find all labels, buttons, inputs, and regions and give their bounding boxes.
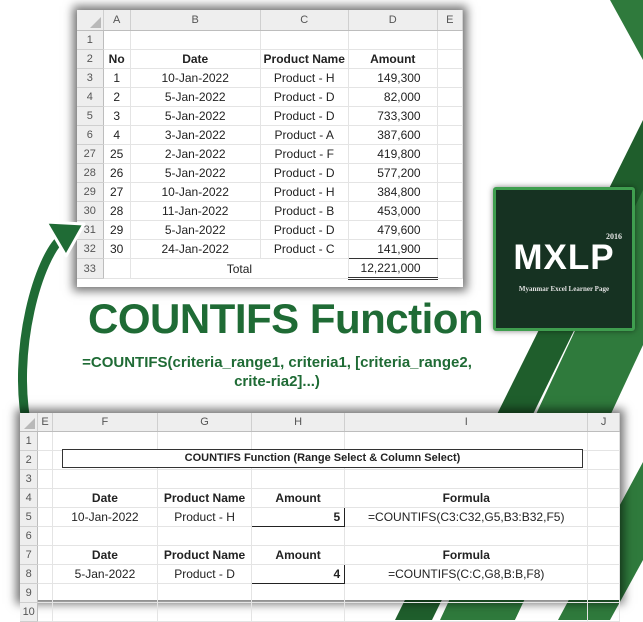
function-syntax: =COUNTIFS(criteria_range1, criteria1, [criteria_range2, crite-ria2]...)	[82, 354, 472, 390]
formula-text-cell[interactable]: =COUNTIFS(C3:C32,G5,B3:B32,F5)	[345, 508, 588, 527]
no-cell[interactable]: 4	[103, 126, 130, 145]
countifs-result-cell[interactable]: 4	[251, 565, 344, 584]
table-row	[20, 565, 620, 584]
cell[interactable]	[437, 259, 462, 279]
header-amount[interactable]: Amount	[348, 50, 437, 69]
formula-text-cell[interactable]: =COUNTIFS(C:C,G8,B:B,F8)	[345, 565, 588, 584]
cell[interactable]	[437, 221, 462, 240]
row-number[interactable]: 10	[20, 603, 38, 622]
page-title: COUNTIFS Function	[88, 295, 484, 342]
no-cell[interactable]: 29	[103, 221, 130, 240]
amount-cell[interactable]: 419,800	[348, 145, 437, 164]
cell[interactable]	[437, 88, 462, 107]
column-header-d[interactable]: D	[348, 10, 437, 31]
cell[interactable]	[437, 183, 462, 202]
logo-year: 2016	[606, 232, 622, 241]
table-row	[20, 470, 620, 489]
row-number[interactable]: 1	[20, 432, 38, 451]
column-header-f[interactable]: F	[52, 413, 157, 432]
no-cell[interactable]: 26	[103, 164, 130, 183]
table-row	[77, 145, 463, 164]
row-number[interactable]: 3	[77, 69, 103, 88]
no-cell[interactable]: 30	[103, 240, 130, 259]
table-row	[20, 489, 620, 508]
total-amount[interactable]: 12,221,000	[348, 259, 437, 279]
select-all-corner[interactable]	[20, 413, 38, 432]
header-product-name[interactable]: Product Name	[260, 50, 348, 69]
cell[interactable]	[103, 31, 130, 50]
product-cell[interactable]: Product - B	[260, 202, 348, 221]
no-cell[interactable]: 1	[103, 69, 130, 88]
table-row	[77, 221, 463, 240]
cell[interactable]	[437, 145, 462, 164]
select-all-corner[interactable]	[77, 10, 103, 31]
table-row	[77, 164, 463, 183]
row-number[interactable]: 9	[20, 584, 38, 603]
header-no[interactable]: No	[103, 50, 130, 69]
no-cell[interactable]: 25	[103, 145, 130, 164]
cell[interactable]	[437, 164, 462, 183]
column-header-row	[20, 413, 620, 432]
row-number[interactable]: 30	[77, 202, 103, 221]
table-row	[77, 69, 463, 88]
no-cell[interactable]: 3	[103, 107, 130, 126]
cell[interactable]	[437, 69, 462, 88]
product-cell[interactable]: Product - C	[260, 240, 348, 259]
product-name-label[interactable]: Product Name	[158, 489, 252, 508]
table-row	[20, 546, 620, 565]
amount-cell[interactable]: 577,200	[348, 164, 437, 183]
row-number[interactable]: 5	[77, 107, 103, 126]
row-number[interactable]: 4	[20, 489, 38, 508]
table-row	[20, 508, 620, 527]
date-cell[interactable]: 2-Jan-2022	[130, 145, 260, 164]
logo-subtitle: Myanmar Excel Learner Page	[518, 285, 610, 293]
table-row	[20, 603, 620, 622]
product-cell[interactable]: Product - H	[158, 508, 252, 527]
cell[interactable]	[103, 259, 130, 279]
column-header-i[interactable]: I	[345, 413, 588, 432]
amount-cell[interactable]: 387,600	[348, 126, 437, 145]
row-number[interactable]: 32	[77, 240, 103, 259]
date-label[interactable]: Date	[52, 546, 157, 565]
date-cell[interactable]: 10-Jan-2022	[130, 69, 260, 88]
no-cell[interactable]: 27	[103, 183, 130, 202]
row-number[interactable]: 1	[77, 31, 103, 50]
column-header-c[interactable]: C	[260, 10, 348, 31]
cell[interactable]	[437, 107, 462, 126]
amount-cell[interactable]: 733,300	[348, 107, 437, 126]
cell[interactable]	[437, 50, 462, 69]
formula-spreadsheet	[20, 413, 620, 618]
row-number[interactable]: 8	[20, 565, 38, 584]
date-cell[interactable]: 10-Jan-2022	[130, 183, 260, 202]
row-number[interactable]: 29	[77, 183, 103, 202]
amount-cell[interactable]: 149,300	[348, 69, 437, 88]
date-label[interactable]: Date	[52, 489, 157, 508]
logo-wordmark: MXLP	[513, 238, 615, 277]
table-row	[77, 88, 463, 107]
table-row	[20, 527, 620, 546]
table-row	[77, 126, 463, 145]
mxlp-logo	[493, 187, 635, 331]
date-cell[interactable]: 5-Jan-2022	[130, 88, 260, 107]
header-date[interactable]: Date	[130, 50, 260, 69]
cell[interactable]	[260, 31, 348, 50]
no-cell[interactable]: 28	[103, 202, 130, 221]
product-cell[interactable]: Product - D	[260, 88, 348, 107]
date-cell[interactable]: 3-Jan-2022	[130, 126, 260, 145]
amount-cell[interactable]: 384,800	[348, 183, 437, 202]
product-cell[interactable]: Product - H	[260, 69, 348, 88]
product-cell[interactable]: Product - D	[260, 164, 348, 183]
row-number[interactable]: 7	[20, 546, 38, 565]
column-header-g[interactable]: G	[158, 413, 252, 432]
product-cell[interactable]: Product - D	[158, 565, 252, 584]
cell[interactable]	[437, 126, 462, 145]
row-number[interactable]: 4	[77, 88, 103, 107]
sheet-title-box[interactable]: COUNTIFS Function (Range Select & Column Select)	[62, 449, 583, 468]
amount-label[interactable]: Amount	[251, 489, 344, 508]
amount-cell[interactable]: 82,000	[348, 88, 437, 107]
cell[interactable]	[348, 31, 437, 50]
countifs-result-cell[interactable]: 5	[251, 508, 344, 527]
date-cell[interactable]: 11-Jan-2022	[130, 202, 260, 221]
product-cell[interactable]: Product - A	[260, 126, 348, 145]
formula-label[interactable]: Formula	[345, 489, 588, 508]
product-cell[interactable]: Product - H	[260, 183, 348, 202]
table-header-row	[77, 50, 463, 69]
row-number[interactable]: 5	[20, 508, 38, 527]
column-header-row	[77, 10, 463, 31]
table-row	[20, 584, 620, 603]
date-cell[interactable]: 5-Jan-2022	[52, 565, 157, 584]
row-number[interactable]: 6	[77, 126, 103, 145]
column-header-e[interactable]: E	[437, 10, 462, 31]
row-number[interactable]: 2	[20, 451, 38, 470]
formula-label[interactable]: Formula	[345, 546, 588, 565]
table-row	[77, 31, 463, 50]
table-row	[77, 183, 463, 202]
date-cell[interactable]: 5-Jan-2022	[130, 221, 260, 240]
row-number[interactable]: 28	[77, 164, 103, 183]
column-header-h[interactable]: H	[251, 413, 344, 432]
data-spreadsheet	[77, 10, 463, 287]
green-stripe	[610, 0, 643, 60]
table-row	[77, 202, 463, 221]
no-cell[interactable]: 2	[103, 88, 130, 107]
row-number[interactable]: 3	[20, 470, 38, 489]
cell[interactable]	[437, 31, 462, 50]
product-cell[interactable]: Product - F	[260, 145, 348, 164]
amount-label[interactable]: Amount	[251, 546, 344, 565]
amount-cell[interactable]: 141,900	[348, 240, 437, 259]
product-name-label[interactable]: Product Name	[158, 546, 252, 565]
cell[interactable]	[437, 240, 462, 259]
amount-cell[interactable]: 479,600	[348, 221, 437, 240]
amount-cell[interactable]: 453,000	[348, 202, 437, 221]
total-row	[77, 259, 463, 279]
row-number[interactable]: 6	[20, 527, 38, 546]
column-header-b[interactable]: B	[130, 10, 260, 31]
column-header-a[interactable]: A	[103, 10, 130, 31]
table-row	[20, 432, 620, 451]
cell[interactable]	[437, 202, 462, 221]
date-cell[interactable]: 24-Jan-2022	[130, 240, 260, 259]
date-cell[interactable]: 10-Jan-2022	[52, 508, 157, 527]
date-cell[interactable]: 5-Jan-2022	[130, 107, 260, 126]
total-label[interactable]: Total	[130, 259, 348, 279]
column-header-j[interactable]: J	[588, 413, 620, 432]
column-header-e[interactable]: E	[38, 413, 52, 432]
product-cell[interactable]: Product - D	[260, 221, 348, 240]
table-row	[77, 240, 463, 259]
row-number[interactable]: 33	[77, 259, 103, 279]
row-number[interactable]: 27	[77, 145, 103, 164]
row-number[interactable]: 2	[77, 50, 103, 69]
cell[interactable]	[130, 31, 260, 50]
table-row	[77, 107, 463, 126]
date-cell[interactable]: 5-Jan-2022	[130, 164, 260, 183]
row-number[interactable]: 31	[77, 221, 103, 240]
product-cell[interactable]: Product - D	[260, 107, 348, 126]
